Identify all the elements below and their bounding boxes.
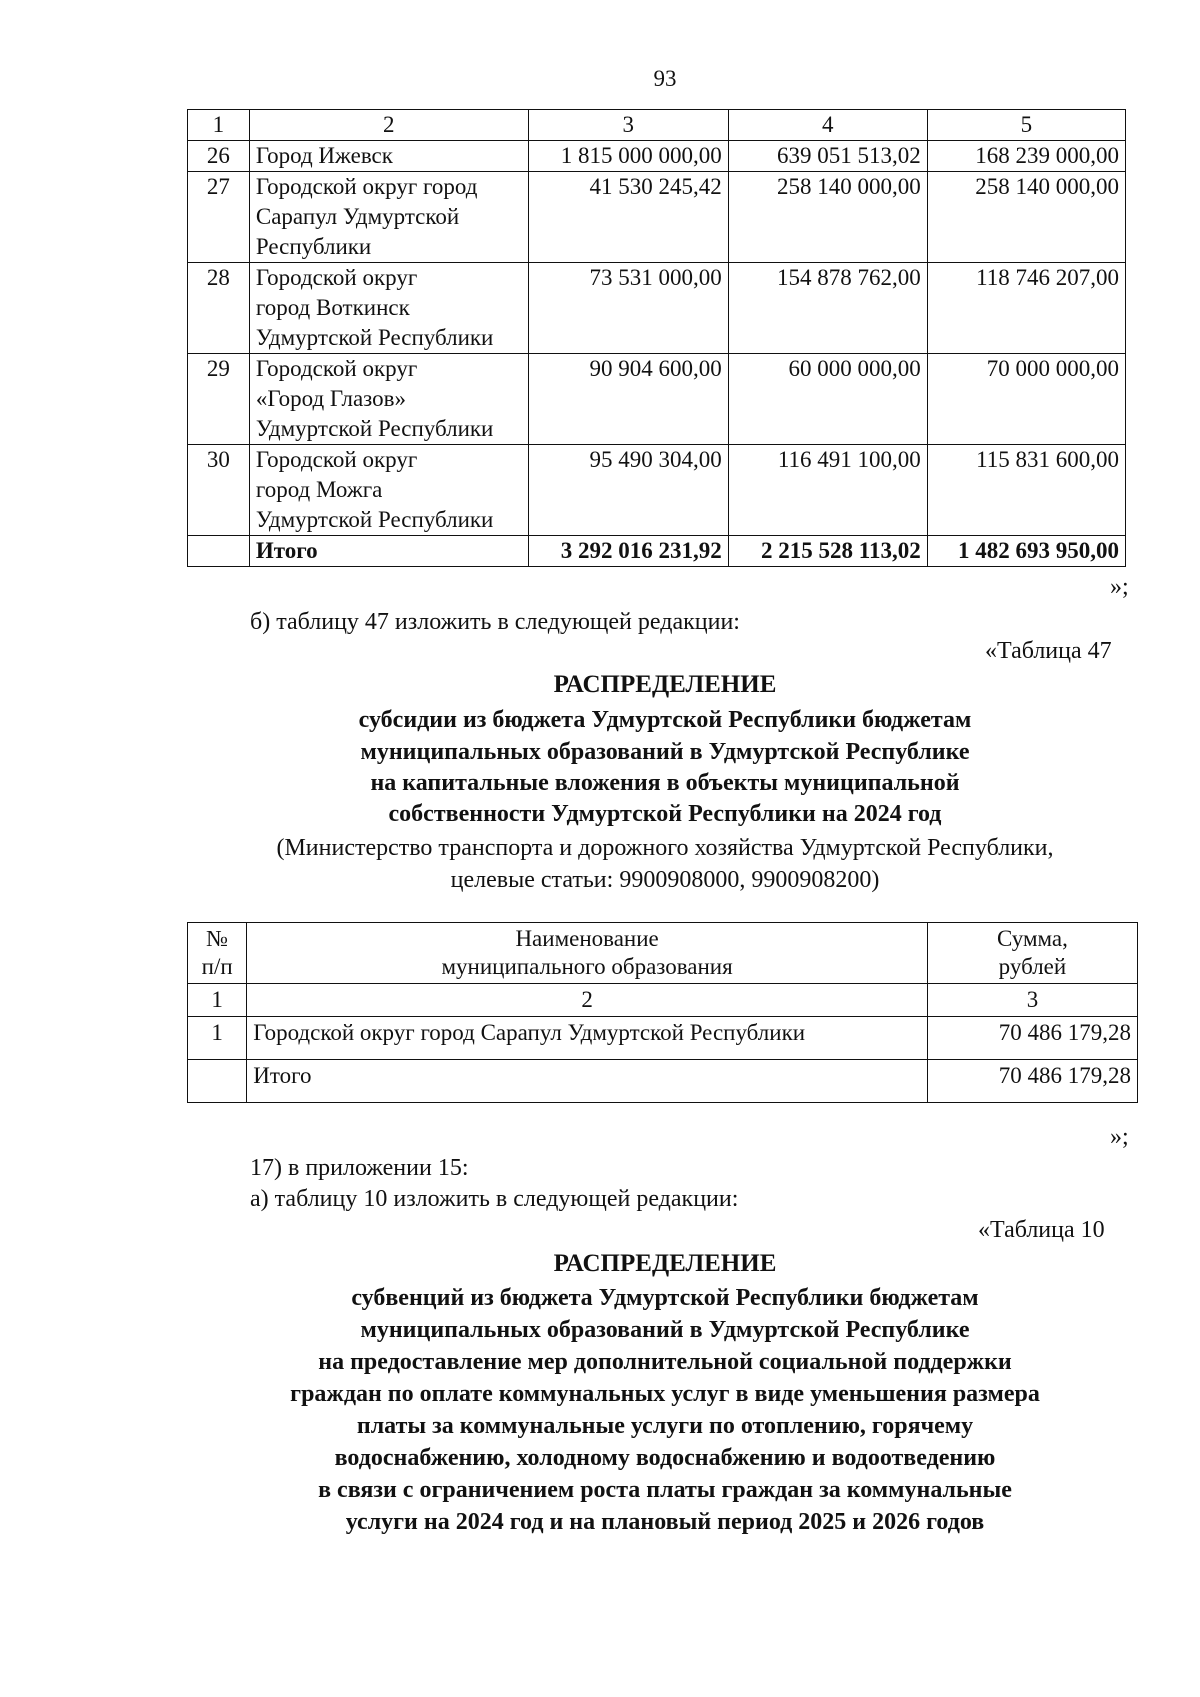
- section-subtitle-line: на капитальные вложения в объекты муниципальной: [370, 770, 960, 796]
- total-col5: 1 482 693 950,00: [927, 536, 1125, 567]
- table-total-row: [188, 1060, 1138, 1103]
- col-number-2: 2: [247, 984, 928, 1017]
- row-number: 1: [188, 1017, 247, 1060]
- amount-col3: 90 904 600,00: [528, 354, 728, 445]
- empty-cell: [188, 536, 250, 567]
- amount-col4: 60 000 000,00: [728, 354, 927, 445]
- municipality-name: Городской округ город Сарапул Удмуртской Республики: [247, 1017, 928, 1060]
- amount-col5: 115 831 600,00: [927, 445, 1125, 536]
- total-col3: 3 292 016 231,92: [528, 536, 728, 567]
- amount-col3: 95 490 304,00: [528, 445, 728, 536]
- table-total-row: [188, 536, 1126, 567]
- section-subtitle-line: субвенций из бюджета Удмуртской Республики бюджетам: [351, 1285, 979, 1311]
- amount: 70 486 179,28: [927, 1017, 1137, 1060]
- table-header-row: [188, 923, 1138, 984]
- header-number: № п/п: [188, 923, 247, 984]
- row-number: 26: [188, 141, 250, 172]
- table-row: [188, 1017, 1138, 1060]
- section-subtitle-line: водоснабжению, холодному водоснабжению и водоотведению: [334, 1445, 996, 1471]
- amount-col3: 73 531 000,00: [528, 263, 728, 354]
- section-subtitle-line: субсидии из бюджета Удмуртской Республики бюджетам: [358, 707, 972, 733]
- section-subtitle-line: в связи с ограничением роста платы граждан за коммунальные: [318, 1477, 1012, 1503]
- total-label: Итого: [247, 1060, 928, 1103]
- col-number-1: 1: [188, 110, 250, 141]
- section-title: РАСПРЕДЕЛЕНИЕ: [553, 671, 777, 698]
- row-number: 30: [188, 445, 250, 536]
- amount-col5: 258 140 000,00: [927, 172, 1125, 263]
- table-header-row: [188, 110, 1126, 141]
- section-subtitle-line: муниципальных образований в Удмуртской Республике: [360, 739, 970, 765]
- amount-col4: 116 491 100,00: [728, 445, 927, 536]
- section-subtitle-line: граждан по оплате коммунальных услуг в виде уменьшения размера: [290, 1381, 1040, 1407]
- section-subtitle-line: муниципальных образований в Удмуртской Республике: [360, 1317, 970, 1343]
- amount-col5: 168 239 000,00: [927, 141, 1125, 172]
- amount-col4: 258 140 000,00: [728, 172, 927, 263]
- municipality-name: Город Ижевск: [249, 141, 528, 172]
- table-column-numbers-row: [188, 984, 1138, 1017]
- item-b-text: б) таблицу 47 изложить в следующей редакции:: [250, 609, 740, 635]
- section-subtitle-line: платы за коммунальные услуги по отоплению, горячему: [356, 1413, 974, 1439]
- total-amount: 70 486 179,28: [927, 1060, 1137, 1103]
- total-label: Итого: [249, 536, 528, 567]
- amount-col4: 639 051 513,02: [728, 141, 927, 172]
- subsidy-continuation-table: [187, 109, 1126, 567]
- col-number-1: 1: [188, 984, 247, 1017]
- empty-cell: [188, 1060, 247, 1103]
- total-col4: 2 215 528 113,02: [728, 536, 927, 567]
- col-number-3: 3: [528, 110, 728, 141]
- amount-col5: 118 746 207,00: [927, 263, 1125, 354]
- table-row: [188, 141, 1126, 172]
- table-47-reference: «Таблица 47: [985, 638, 1112, 664]
- table-row: [188, 445, 1126, 536]
- col-number-2: 2: [249, 110, 528, 141]
- table-row: [188, 172, 1126, 263]
- item-17-text: 17) в приложении 15:: [250, 1155, 469, 1181]
- section-subtitle-line: услуги на 2024 год и на плановый период 2025 и 2026 годов: [345, 1509, 985, 1535]
- page-number: 93: [653, 66, 677, 91]
- table-row: [188, 354, 1126, 445]
- amount-col3: 1 815 000 000,00: [528, 141, 728, 172]
- row-number: 28: [188, 263, 250, 354]
- amount-col3: 41 530 245,42: [528, 172, 728, 263]
- table-47: [187, 922, 1138, 1103]
- municipality-name: Городской округ город Сарапул Удмуртской Республики: [249, 172, 528, 263]
- row-number: 27: [188, 172, 250, 263]
- header-sum: Сумма, рублей: [927, 923, 1137, 984]
- closing-quote: »;: [1110, 574, 1129, 600]
- header-name: Наименование муниципального образования: [247, 923, 928, 984]
- municipality-name: Городской округ «Город Глазов» Удмуртской Республики: [249, 354, 528, 445]
- row-number: 29: [188, 354, 250, 445]
- col-number-4: 4: [728, 110, 927, 141]
- col-number-5: 5: [927, 110, 1125, 141]
- municipality-name: Городской округ город Можга Удмуртской Республики: [249, 445, 528, 536]
- item-a-text: а) таблицу 10 изложить в следующей редакции:: [250, 1186, 739, 1212]
- table-row: [188, 263, 1126, 354]
- amount-col5: 70 000 000,00: [927, 354, 1125, 445]
- section-title: РАСПРЕДЕЛЕНИЕ: [553, 1250, 777, 1277]
- section-subtitle-line: собственности Удмуртской Республики на 2024 год: [388, 801, 942, 827]
- section-subtitle-line: на предоставление мер дополнительной социальной поддержки: [318, 1349, 1012, 1375]
- table-10-reference: «Таблица 10: [978, 1217, 1105, 1243]
- closing-quote: »;: [1110, 1124, 1129, 1150]
- col-number-3: 3: [927, 984, 1137, 1017]
- section-note-line: целевые статьи: 9900908000, 9900908200): [450, 867, 880, 893]
- section-note-line: (Министерство транспорта и дорожного хозяйства Удмуртской Республики,: [276, 835, 1054, 861]
- amount-col4: 154 878 762,00: [728, 263, 927, 354]
- municipality-name: Городской округ город Воткинск Удмуртской Республики: [249, 263, 528, 354]
